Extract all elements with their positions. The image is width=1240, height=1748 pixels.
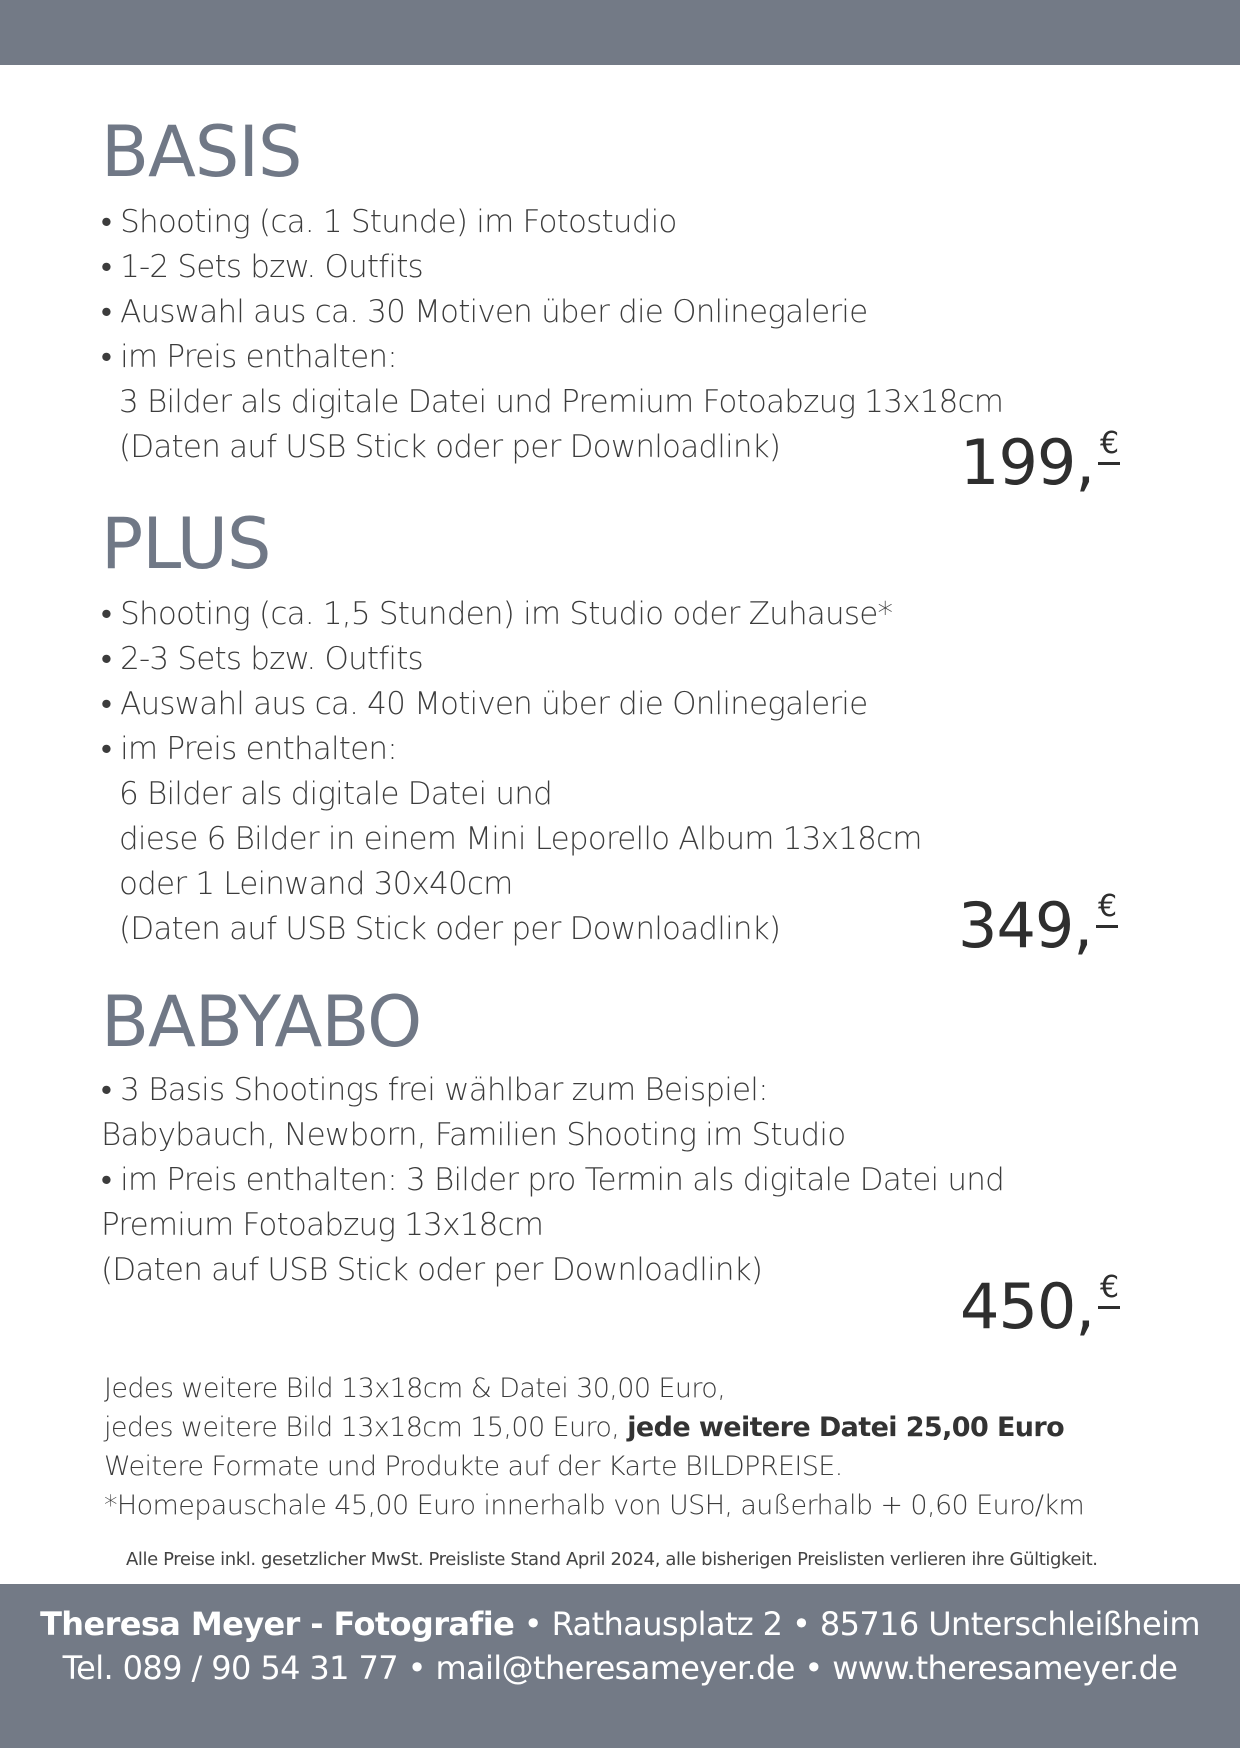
note-line xyxy=(104,1408,1104,1447)
feature-line: (Daten auf USB Stick oder per Downloadlink) xyxy=(119,429,781,465)
footer xyxy=(0,1584,1240,1748)
feature-line: • Shooting (ca. 1 Stunde) im Fotostudio xyxy=(101,204,677,240)
currency-symbol: € xyxy=(1098,1272,1120,1309)
package-features-basis xyxy=(101,200,1004,470)
price-plus xyxy=(958,889,1117,962)
feature-line: • im Preis enthalten: xyxy=(101,731,397,767)
footer-address: • Rathausplatz 2 • 85716 Unterschleißheim xyxy=(514,1605,1200,1643)
feature-line: (Daten auf USB Stick oder per Downloadlink) xyxy=(119,911,781,947)
note-highlight: jede weitere Datei 25,00 Euro xyxy=(627,1412,1065,1443)
feature-line: • im Preis enthalten: xyxy=(101,339,397,375)
note-text: jedes weitere Bild 13x18cm 15,00 Euro, xyxy=(104,1412,628,1443)
price-babyabo xyxy=(960,1270,1119,1343)
feature-line: oder 1 Leinwand 30x40cm xyxy=(119,866,513,902)
feature-line: 6 Bilder als digitale Datei und xyxy=(119,776,552,812)
feature-line: • Auswahl aus ca. 40 Motiven über die Onlinegalerie xyxy=(101,686,868,722)
footer-contact: Tel. 089 / 90 54 31 77 • mail@theresameyer.de • www.theresameyer.de xyxy=(62,1649,1178,1687)
price-value: 349, xyxy=(958,889,1093,962)
package-title-plus: PLUS xyxy=(101,503,271,585)
feature-line: diese 6 Bilder in einem Mini Leporello Album 13x18cm xyxy=(119,821,922,857)
feature-line: Premium Fotoabzug 13x18cm xyxy=(101,1207,544,1243)
price-value: 199, xyxy=(960,426,1095,499)
price-basis xyxy=(960,426,1119,499)
package-title-basis: BASIS xyxy=(101,111,302,193)
feature-line: • 3 Basis Shootings frei wählbar zum Beispiel: xyxy=(101,1072,768,1108)
feature-line: • im Preis enthalten: 3 Bilder pro Termin als digitale Datei und xyxy=(101,1162,1004,1198)
feature-line: • 1-2 Sets bzw. Outfits xyxy=(101,249,423,285)
feature-line: • Auswahl aus ca. 30 Motiven über die Onlinegalerie xyxy=(101,294,868,330)
note-line: Jedes weitere Bild 13x18cm & Datei 30,00 Euro, xyxy=(104,1373,726,1404)
feature-line: (Daten auf USB Stick oder per Downloadlink) xyxy=(101,1252,763,1288)
footer-address-line xyxy=(0,1604,1240,1644)
pricing-notes xyxy=(104,1369,1104,1525)
package-features-plus xyxy=(101,592,1001,952)
feature-line: Babybauch, Newborn, Familien Shooting im Studio xyxy=(101,1117,846,1153)
disclaimer: Alle Preise inkl. gesetzlicher MwSt. Preisliste Stand April 2024, alle bisherigen Preislisten verlieren ihre Gültigkeit. xyxy=(126,1549,1098,1570)
feature-line: • 2-3 Sets bzw. Outfits xyxy=(101,641,423,677)
note-line: *Homepauschale 45,00 Euro innerhalb von USH, außerhalb + 0,60 Euro/km xyxy=(104,1490,1085,1521)
package-title-babyabo: BABYABO xyxy=(101,981,422,1063)
top-band xyxy=(0,0,1240,65)
note-line: Weitere Formate und Produkte auf der Karte BILDPREISE. xyxy=(104,1451,843,1482)
currency-symbol: € xyxy=(1096,891,1118,928)
currency-symbol: € xyxy=(1098,428,1120,465)
package-features-babyabo xyxy=(101,1068,1004,1293)
feature-line: 3 Bilder als digitale Datei und Premium Fotoabzug 13x18cm xyxy=(119,384,1004,420)
footer-brand: Theresa Meyer - Fotografie xyxy=(40,1605,515,1643)
price-value: 450, xyxy=(960,1270,1095,1343)
feature-line: • Shooting (ca. 1,5 Stunden) im Studio oder Zuhause* xyxy=(101,596,893,632)
